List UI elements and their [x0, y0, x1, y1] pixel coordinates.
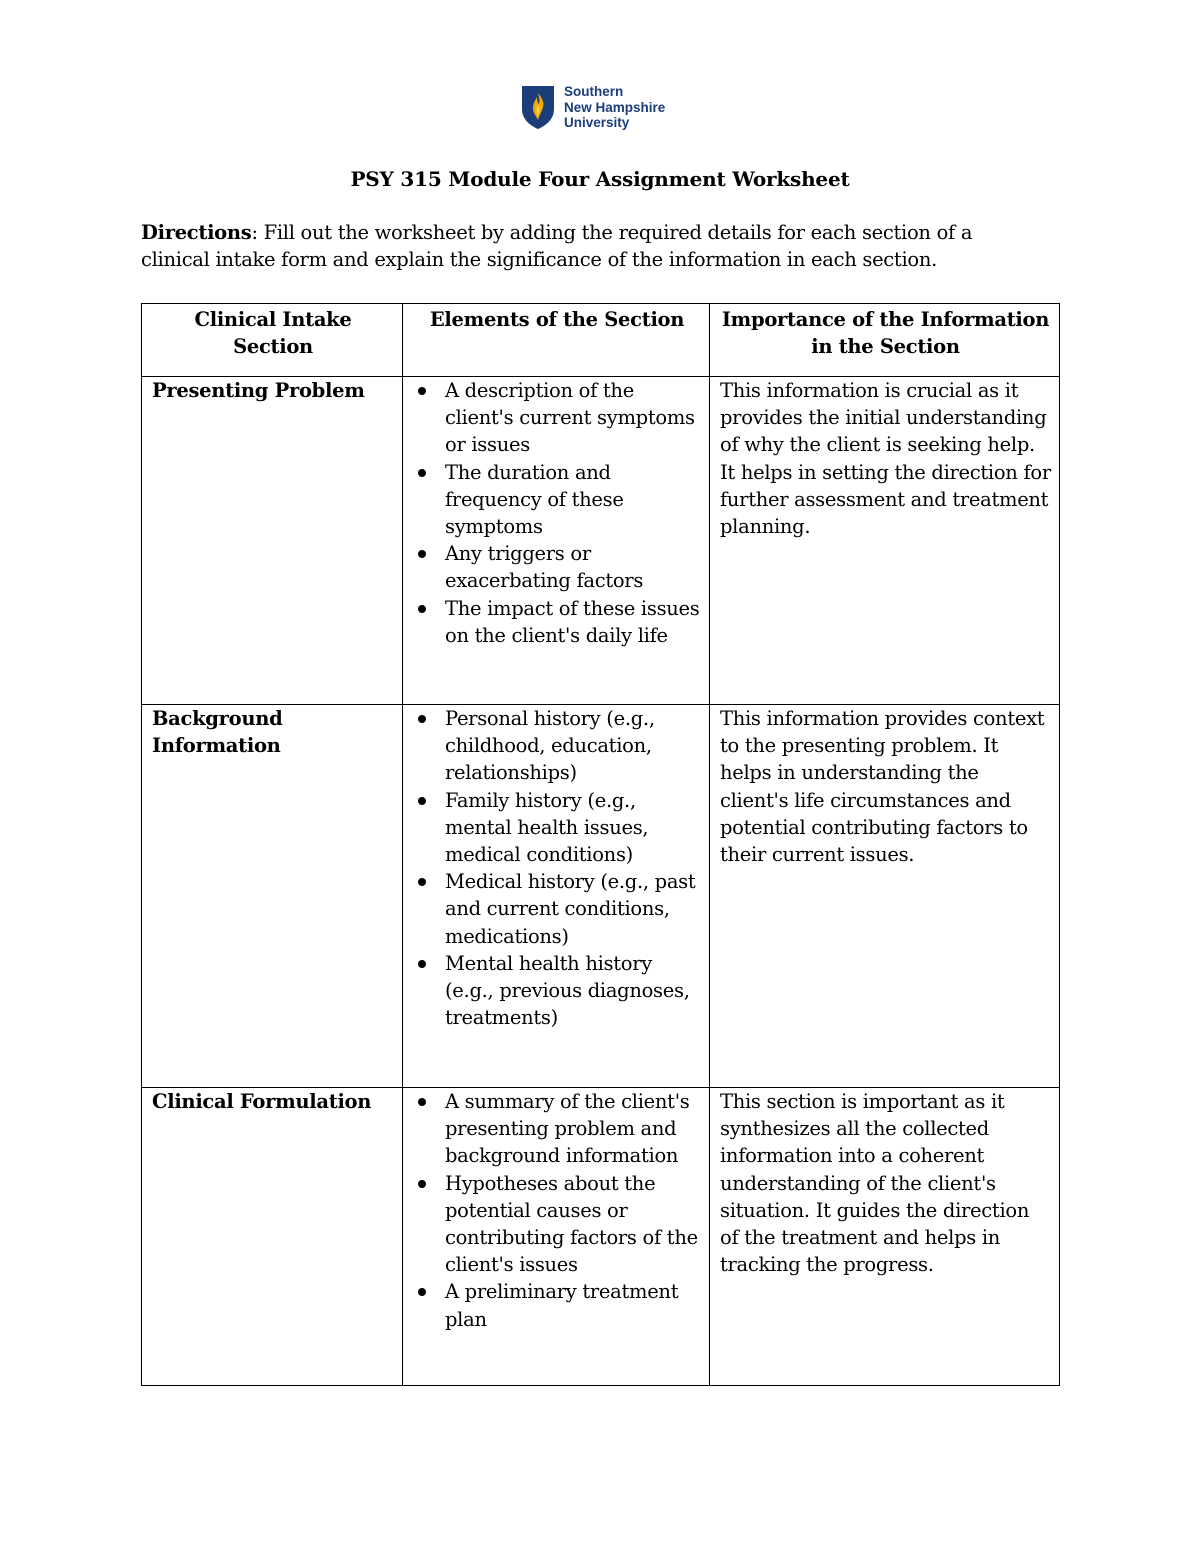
- list-item: The duration and frequency of these symptoms: [445, 459, 701, 541]
- table-row: [142, 705, 1060, 1088]
- logo-line-2: New Hampshire: [564, 99, 666, 115]
- list-item: Family history (e.g., mental health issues, medical conditions): [445, 787, 701, 869]
- logo-line-1: Southern: [564, 84, 624, 99]
- elements-cell: [403, 1088, 710, 1386]
- page-title: PSY 315 Module Four Assignment Worksheet: [350, 167, 850, 191]
- table-row: [142, 1088, 1060, 1386]
- importance-text: This information provides context to the presenting problem. It helps in understanding the client's life circumstances and potential contributing factors to their current issues.: [710, 705, 1060, 1088]
- header-elements: Elements of the Section: [403, 304, 710, 377]
- section-name: Background Information: [142, 705, 403, 1088]
- elements-cell: [403, 705, 710, 1088]
- importance-text: This section is important as it synthesizes all the collected information into a coherent understanding of the client's situation. It guides the direction of the treatment and helps in tracking the progress.: [710, 1088, 1060, 1386]
- university-logo: [521, 84, 665, 131]
- intake-table: [141, 303, 1060, 1386]
- list-item: A summary of the client's presenting problem and background information: [445, 1088, 701, 1170]
- elements-list: [413, 377, 701, 649]
- list-item: Medical history (e.g., past and current conditions, medications): [445, 868, 701, 950]
- list-item: The impact of these issues on the client's daily life: [445, 595, 701, 649]
- directions-label: Directions: [141, 221, 252, 244]
- shield-flame-icon: [521, 85, 555, 130]
- list-item: Hypotheses about the potential causes or contributing factors of the client's issues: [445, 1170, 701, 1279]
- list-item: A description of the client's current symptoms or issues: [445, 377, 701, 459]
- list-item: Personal history (e.g., childhood, education, relationships): [445, 705, 701, 787]
- logo-wordmark: [564, 84, 665, 131]
- section-name: Clinical Formulation: [142, 1088, 403, 1386]
- elements-list: [413, 705, 701, 1031]
- directions-text: : Fill out the worksheet by adding the required details for each section of a clinical intake form and explain the significance of the information in each section.: [141, 221, 973, 271]
- header-importance: Importance of the Information in the Section: [710, 304, 1060, 377]
- logo-line-3: University: [564, 115, 630, 130]
- elements-cell: [403, 377, 710, 705]
- table-header-row: [142, 304, 1060, 377]
- list-item: Mental health history (e.g., previous diagnoses, treatments): [445, 950, 701, 1032]
- table-row: [142, 377, 1060, 705]
- list-item: A preliminary treatment plan: [445, 1278, 701, 1332]
- importance-text: This information is crucial as it provides the initial understanding of why the client is seeking help. It helps in setting the direction for further assessment and treatment planning.: [710, 377, 1060, 705]
- section-name: Presenting Problem: [142, 377, 403, 705]
- directions-paragraph: [141, 219, 1041, 273]
- elements-list: [413, 1088, 701, 1333]
- header-section: Clinical Intake Section: [142, 304, 403, 377]
- list-item: Any triggers or exacerbating factors: [445, 540, 701, 594]
